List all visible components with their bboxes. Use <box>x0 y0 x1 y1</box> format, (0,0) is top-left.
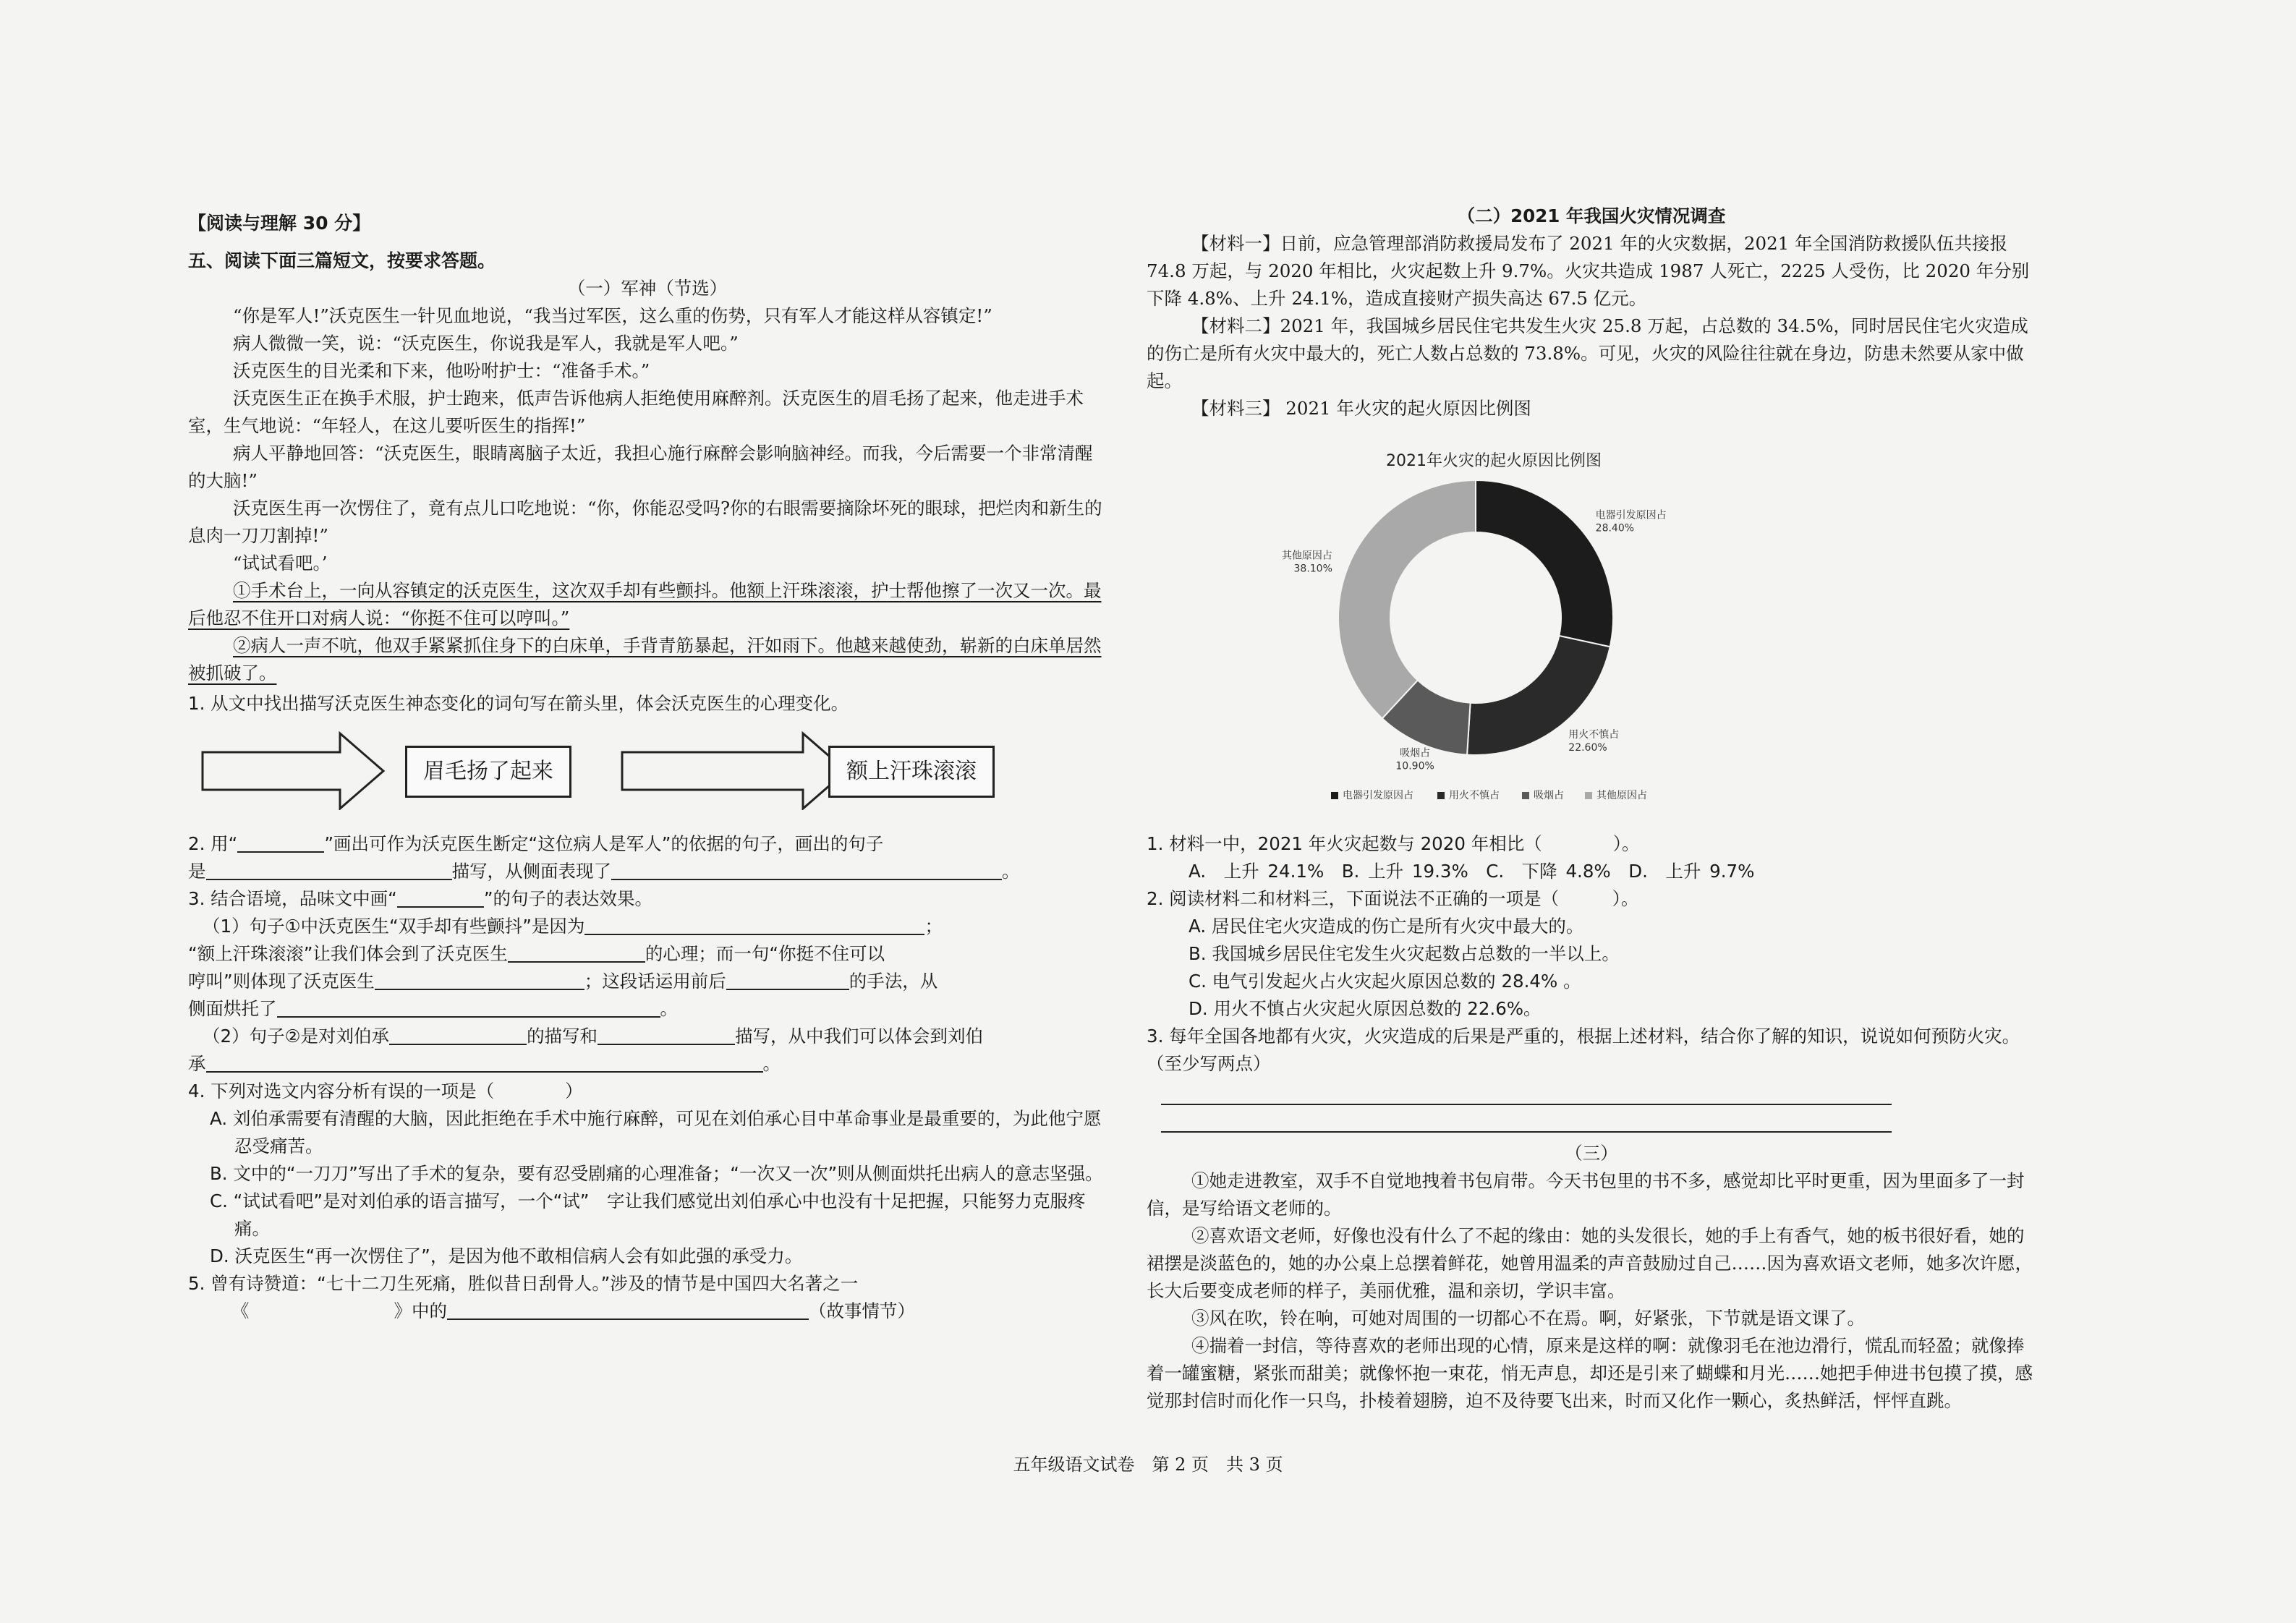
slice-value-label: 28.40% <box>1595 522 1635 534</box>
question-5-heading: 五、阅读下面三篇短文，按要求答题。 <box>188 250 496 271</box>
rq1-option-b[interactable]: B. 上升 19.3% <box>1341 861 1468 882</box>
q5-text-c: （故事情节） <box>809 1300 915 1321</box>
underlined-sentence-2: ②病人一声不吭，他双手紧紧抓住身下的白床单，手背青筋暴起，汗如雨下。他越来越使劲，崭新的白床单居然被抓破了。 <box>188 635 1102 683</box>
q3-2-blank-3[interactable] <box>206 1052 763 1073</box>
answer-box-2[interactable]: 额上汗珠滚滚 <box>828 746 995 798</box>
q4-option-c[interactable]: C. “试试看吧”是对刘伯承的语言描写，一个“试” 字让我们感觉出刘伯承心中也没有十足把握，只能努力克服疼痛。 <box>210 1190 1086 1239</box>
legend-swatch <box>1331 792 1338 799</box>
rq1-option-a[interactable]: A. 上升 24.1% <box>1189 861 1325 882</box>
slice-value-label: 22.60% <box>1568 741 1607 754</box>
q3-1-text-c: “额上汗珠滚滚”让我们体会到了沃克医生 <box>188 943 508 964</box>
chart-legend <box>1331 789 1647 801</box>
q3-blank-mark[interactable] <box>397 887 484 908</box>
q3-1-text-b: ； <box>924 916 943 937</box>
q3-1-text-h: 侧面烘托了 <box>188 998 277 1019</box>
q3-text-a: 3. 结合语境，品味文中画“ <box>188 888 397 909</box>
donut-slice <box>1476 480 1613 647</box>
rq2-option-d[interactable]: D. 用火不慎占火灾起火原因总数的 22.6%。 <box>1189 998 1542 1019</box>
slice-category-label: 用火不慎占 <box>1568 728 1620 741</box>
q3-2-text-e: 。 <box>762 1053 781 1074</box>
q2-blank-type[interactable] <box>206 860 452 880</box>
q2-text-a: 2. 用“ <box>188 833 238 854</box>
rq1-option-d[interactable]: D. 上升 9.7% <box>1628 861 1755 882</box>
q3-1-blank-show[interactable] <box>375 970 584 990</box>
rq2-option-a[interactable]: A. 居民住宅火灾造成的伤亡是所有火灾中最大的。 <box>1189 916 1584 937</box>
question-2-line-2 <box>188 858 1107 885</box>
slice-value-label: 10.90% <box>1395 760 1434 772</box>
question-3-1-line-2 <box>188 940 1107 968</box>
passage-paragraph: 沃克医生正在换手术服，护士跑来，低声告诉他病人拒绝使用麻醉剂。沃克医生的眉毛扬了起来，他走进手术室，生气地说：“年轻人，在这儿要听医生的指挥!” <box>188 388 1084 436</box>
answer-line-1[interactable] <box>1161 1078 1892 1105</box>
legend-swatch <box>1522 792 1529 799</box>
rq1-options <box>1147 858 2036 885</box>
q2-blank-effect[interactable] <box>611 860 1002 880</box>
q3-1-blank-technique[interactable] <box>726 970 849 990</box>
legend-label: 电器引发原因占 <box>1343 790 1413 801</box>
passage-3-title: （三） <box>1565 1143 1618 1164</box>
legend-swatch <box>1585 792 1592 799</box>
passage-paragraph: “试试看吧。’ <box>233 553 328 574</box>
slice-category-label: 电器引发原因占 <box>1595 509 1667 521</box>
passage-paragraph: “你是军人!”沃克医生一针见血地说，“我当过军医，这么重的伤势，只有军人才能这样从容镇定!” <box>233 305 992 326</box>
q3-2-blank-2[interactable] <box>598 1025 735 1045</box>
q3-1-blank-reason[interactable] <box>584 915 924 935</box>
reading-question-2: 2. 阅读材料二和材料三，下面说法不正确的一项是（ ）。 <box>1147 888 1639 909</box>
passage-1-body <box>188 302 1107 687</box>
question-2 <box>188 830 1107 858</box>
q5-blank-book[interactable] <box>250 1301 394 1320</box>
passage-3-paragraph: ③风在吹，铃在响，可她对周围的一切都心不在焉。啊，好紧张，下节就是语文课了。 <box>1191 1308 1865 1329</box>
q2-text-c: 是 <box>188 861 206 882</box>
q2-blank-mark[interactable] <box>237 832 324 853</box>
left-column <box>188 210 1107 1325</box>
chart-title: 2021年火灾的起火原因比例图 <box>1386 452 1602 470</box>
q3-1-text-e: 哼叫”则体现了沃克医生 <box>188 971 375 992</box>
q3-2-text-c: 描写，从中我们可以体会到刘伯 <box>735 1026 984 1047</box>
legend-label: 其他原因占 <box>1596 790 1647 801</box>
underlined-sentence-1: ①手术台上，一向从容镇定的沃克医生，这次双手却有些颤抖。他额上汗珠滚滚，护士帮他擦了一次又一次。最后他忍不住开口对病人说：“你挺不住可以哼叫。” <box>188 580 1102 629</box>
slice-category-label: 吸烟占 <box>1400 747 1431 759</box>
donut-chart-svg <box>1147 422 2036 827</box>
q4-option-a[interactable]: A. 刘伯承需要有清醒的大脑，因此拒绝在手术中施行麻醉，可见在刘伯承心目中革命事业是最重要的，为此他宁愿忍受痛苦。 <box>210 1108 1102 1156</box>
passage-3-paragraph: ④揣着一封信，等待喜欢的老师出现的心情，原来是这样的啊：就像羽毛在池边滑行，慌乱而轻盈；就像捧着一罐蜜糖，紧张而甜美；就像怀抱一束花，悄无声息，却还是引来了蝴蝶和月光……她把手伸进书包摸了摸，感觉那封信时而化作一只鸟，扑棱着翅膀，迫不及待要飞出来，时而又化作一颗心，炙热鲜活，怦怦直跳。 <box>1147 1335 2033 1411</box>
q3-1-blank-contrast[interactable] <box>277 997 660 1018</box>
question-3-1-line-3 <box>188 968 1107 995</box>
q3-2-text-b: 的描写和 <box>527 1026 598 1047</box>
q3-2-text-d: 承 <box>188 1053 206 1074</box>
rq1-option-c[interactable]: C. 下降 4.8% <box>1486 861 1611 882</box>
q2-text-d: 描写，从侧面表现了 <box>451 861 611 882</box>
q3-2-blank-1[interactable] <box>389 1025 527 1045</box>
arrow-diagram <box>188 730 1107 810</box>
right-column <box>1147 203 2036 1415</box>
passage-paragraph: 沃克医生再一次愣住了，竟有点儿口吃地说：“你，你能忍受吗?你的右眼需要摘除坏死的眼球，把烂肉和新生的息肉一刀刀割掉!” <box>188 498 1102 546</box>
donut-slice <box>1338 480 1476 718</box>
q4-option-d[interactable]: D. 沃克医生“再一次愣住了”，是因为他不敢相信病人会有如此强的承受力。 <box>210 1245 803 1266</box>
q3-1-text-i: 。 <box>660 998 678 1019</box>
q3-2-text-a: （2）句子②是对刘伯承 <box>203 1026 390 1047</box>
legend-swatch <box>1437 792 1445 799</box>
material-2: 【材料二】2021 年，我国城乡居民住宅共发生火灾 25.8 万起，占总数的 34.5%，同时居民住宅火灾造成的伤亡是所有火灾中最大的，死亡人数占总数的 73.8%。可见，火灾的风险往往就在身边，防患未然要从家中做起。 <box>1147 315 2028 391</box>
question-4: 4. 下列对选文内容分析有误的一项是（ ） <box>188 1081 583 1102</box>
q3-1-blank-mood[interactable] <box>508 942 645 963</box>
answer-line-2[interactable] <box>1161 1105 1892 1133</box>
q4-option-b[interactable]: B. 文中的“一刀刀”写出了手术的复杂，要有忍受剧痛的心理准备；“一次又一次”则从侧面烘托出病人的意志坚强。 <box>210 1163 1103 1184</box>
q3-1-text-f: ；这段话运用前后 <box>584 971 726 992</box>
reading-question-3: 3. 每年全国各地都有火灾，火灾造成的后果是严重的，根据上述材料，结合你了解的知识，说说如何预防火灾。（至少写两点） <box>1147 1026 2020 1074</box>
arrow-icon <box>622 733 846 809</box>
legend-label: 用火不慎占 <box>1449 790 1500 801</box>
passage-2-title: （二）2021 年我国火灾情况调查 <box>1457 205 1726 226</box>
question-5-line-2 <box>188 1298 1107 1325</box>
q3-1-text-g: 的手法，从 <box>849 971 938 992</box>
q3-text-b: ”的句子的表达效果。 <box>483 888 653 909</box>
fire-cause-chart <box>1147 422 2036 827</box>
arrow-icon <box>203 733 383 809</box>
rq2-option-c[interactable]: C. 电气引发起火占火灾起火原因总数的 28.4% 。 <box>1189 971 1581 992</box>
chart-slices <box>1338 480 1613 755</box>
answer-box-1[interactable]: 眉毛扬了起来 <box>405 746 571 798</box>
question-1: 1. 从文中找出描写沃克医生神态变化的词句写在箭头里，体会沃克医生的心理变化。 <box>188 693 849 714</box>
legend-label: 吸烟占 <box>1534 790 1564 801</box>
question-3-1 <box>188 913 1107 940</box>
passage-3-paragraph: ①她走进教室，双手不自觉地拽着书包肩带。今天书包里的书不多，感觉却比平时更重，因为里面多了一封信，是写给语文老师的。 <box>1147 1170 2025 1219</box>
q5-text-b: 》中的 <box>394 1300 447 1321</box>
passage-paragraph: 病人平静地回答：“沃克医生，眼睛离脑子太近，我担心施行麻醉会影响脑神经。而我，今后需要一个非常清醒的大脑!” <box>188 443 1093 491</box>
page-footer: 五年级语文试卷 第 2 页 共 3 页 <box>1013 1454 1283 1475</box>
passage-3-paragraph: ②喜欢语文老师，好像也没有什么了不起的缘由：她的头发很长，她的手上有香气，她的板书很好看，她的裙摆是淡蓝色的，她的办公桌上总摆着鲜花，她曾用温柔的声音鼓励过自己……因为喜欢语文老师，她多次许愿，长大后要变成老师的样子，美丽优雅，温和亲切，学识丰富。 <box>1147 1225 2033 1301</box>
question-3-1-line-4 <box>188 995 1107 1023</box>
material-1: 【材料一】日前，应急管理部消防救援局发布了 2021 年的火灾数据，2021 年全国消防救援队伍共接报 74.8 万起，与 2020 年相比，火灾起数上升 9.7%。火灾共造成 1987 人死亡，2225 人受伤，比 2020 年分别下降 4.8%、上升 24.1%，造成直接财产损失高达 67.5 亿元。 <box>1147 233 2030 309</box>
q2-text-e: 。 <box>1002 861 1020 882</box>
q5-blank-plot[interactable] <box>447 1300 809 1320</box>
q3-1-text-d: 的心理；而一句“你挺不住可以 <box>645 943 885 964</box>
slice-value-label: 38.10% <box>1293 563 1332 575</box>
passage-paragraph: 病人微微一笑，说：“沃克医生，你说我是军人，我就是军人吧。” <box>233 333 739 354</box>
question-3-2 <box>188 1023 1107 1050</box>
q5-text-a: 《 <box>231 1300 250 1321</box>
question-3-2-line-2 <box>188 1050 1107 1078</box>
section-title: 【阅读与理解 30 分】 <box>188 213 371 234</box>
passage-paragraph: 沃克医生的目光柔和下来，他吩咐护士：“准备手术。” <box>233 360 650 381</box>
reading-question-1: 1. 材料一中，2021 年火灾起数与 2020 年相比（ ）。 <box>1147 833 1640 854</box>
question-3 <box>188 885 1107 913</box>
material-3: 【材料三】 2021 年火灾的起火原因比例图 <box>1191 398 1531 419</box>
passage-1-title: （一）军神（节选） <box>567 278 728 299</box>
rq2-option-b[interactable]: B. 我国城乡居民住宅发生火灾起数占总数的一半以上。 <box>1189 943 1620 964</box>
q3-1-text-a: （1）句子①中沃克医生“双手却有些颤抖”是因为 <box>203 916 585 937</box>
question-5: 5. 曾有诗赞道：“七十二刀生死痛，胜似昔日刮骨人。”涉及的情节是中国四大名著之一 <box>188 1273 859 1294</box>
q2-text-b: ”画出可作为沃克医生断定“这位病人是军人”的依据的句子，画出的句子 <box>324 833 884 854</box>
slice-category-label: 其他原因占 <box>1281 550 1332 562</box>
